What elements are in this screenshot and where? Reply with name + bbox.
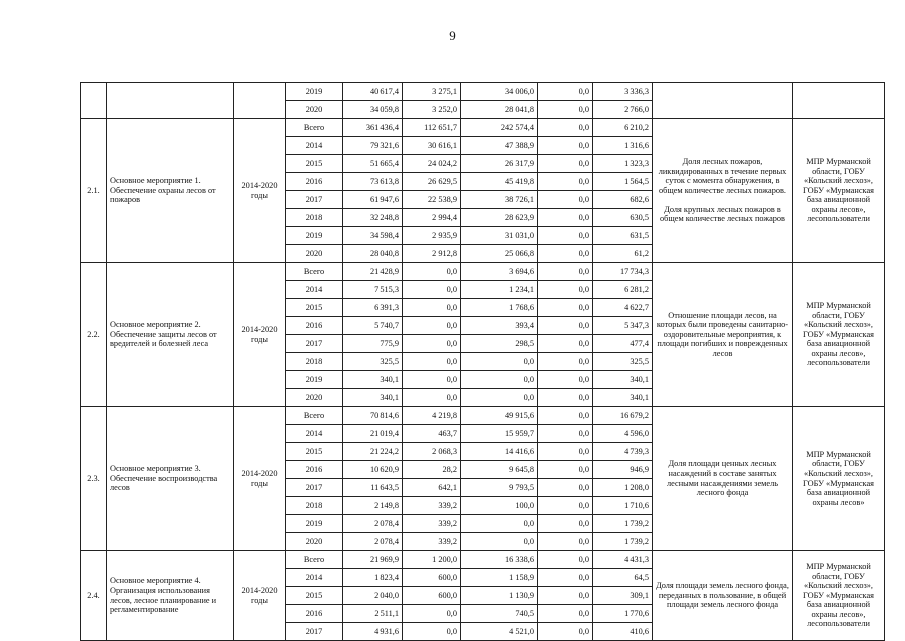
local-budget-cell: 0,0 xyxy=(538,119,593,137)
local-budget-cell: 0,0 xyxy=(538,533,593,551)
code-cell-empty xyxy=(81,83,107,119)
local-budget-cell: 0,0 xyxy=(538,191,593,209)
executor-cell-empty xyxy=(793,83,885,119)
local-budget-cell: 0,0 xyxy=(538,317,593,335)
local-budget-cell: 0,0 xyxy=(538,245,593,263)
federal-budget-cell: 30 616,1 xyxy=(403,137,461,155)
total-cell: 325,5 xyxy=(343,353,403,371)
regional-budget-cell: 298,5 xyxy=(461,335,538,353)
total-cell: 2 511,1 xyxy=(343,605,403,623)
total-cell: 40 617,4 xyxy=(343,83,403,101)
federal-budget-cell: 3 275,1 xyxy=(403,83,461,101)
section-code: 2.4. xyxy=(81,551,107,641)
program-table xyxy=(80,82,885,641)
total-cell: 11 643,5 xyxy=(343,479,403,497)
extrabudgetary-cell: 946,9 xyxy=(593,461,653,479)
year-cell: 2019 xyxy=(286,83,343,101)
regional-budget-cell: 0,0 xyxy=(461,353,538,371)
section-period: 2014-2020 годы xyxy=(234,119,286,263)
local-budget-cell: 0,0 xyxy=(538,443,593,461)
regional-budget-cell: 25 066,8 xyxy=(461,245,538,263)
extrabudgetary-cell: 61,2 xyxy=(593,245,653,263)
section-name: Основное мероприятие 1. Обеспечение охраны лесов от пожаров xyxy=(107,119,234,263)
local-budget-cell: 0,0 xyxy=(538,353,593,371)
federal-budget-cell: 24 024,2 xyxy=(403,155,461,173)
local-budget-cell: 0,0 xyxy=(538,101,593,119)
section-indicators xyxy=(653,263,793,407)
federal-budget-cell: 4 219,8 xyxy=(403,407,461,425)
year-cell: Всего xyxy=(286,407,343,425)
local-budget-cell: 0,0 xyxy=(538,263,593,281)
federal-budget-cell: 3 252,0 xyxy=(403,101,461,119)
extrabudgetary-cell: 477,4 xyxy=(593,335,653,353)
regional-budget-cell: 38 726,1 xyxy=(461,191,538,209)
local-budget-cell: 0,0 xyxy=(538,83,593,101)
indicator-text: Отношение площади лесов, на которых были проведены санитарно-оздоровительные мероприятия, к площади погибших и поврежденных лесов xyxy=(656,310,789,358)
year-cell: 2014 xyxy=(286,137,343,155)
regional-budget-cell: 16 338,6 xyxy=(461,551,538,569)
total-cell: 10 620,9 xyxy=(343,461,403,479)
federal-budget-cell: 339,2 xyxy=(403,515,461,533)
local-budget-cell: 0,0 xyxy=(538,497,593,515)
local-budget-cell: 0,0 xyxy=(538,281,593,299)
federal-budget-cell: 0,0 xyxy=(403,263,461,281)
table-row xyxy=(81,83,885,101)
year-cell: 2020 xyxy=(286,101,343,119)
local-budget-cell: 0,0 xyxy=(538,299,593,317)
extrabudgetary-cell: 16 679,2 xyxy=(593,407,653,425)
regional-budget-cell: 4 521,0 xyxy=(461,623,538,641)
regional-budget-cell: 28 041,8 xyxy=(461,101,538,119)
federal-budget-cell: 0,0 xyxy=(403,299,461,317)
section-period: 2014-2020 годы xyxy=(234,551,286,641)
year-cell: 2019 xyxy=(286,371,343,389)
regional-budget-cell: 1 130,9 xyxy=(461,587,538,605)
regional-budget-cell: 45 419,8 xyxy=(461,173,538,191)
total-cell: 34 598,4 xyxy=(343,227,403,245)
year-cell: 2019 xyxy=(286,227,343,245)
local-budget-cell: 0,0 xyxy=(538,569,593,587)
extrabudgetary-cell: 340,1 xyxy=(593,389,653,407)
year-cell: 2017 xyxy=(286,191,343,209)
federal-budget-cell: 2 912,8 xyxy=(403,245,461,263)
regional-budget-cell: 9 793,5 xyxy=(461,479,538,497)
total-cell: 70 814,6 xyxy=(343,407,403,425)
federal-budget-cell: 1 200,0 xyxy=(403,551,461,569)
extrabudgetary-cell: 1 564,5 xyxy=(593,173,653,191)
year-cell: 2015 xyxy=(286,587,343,605)
year-cell: Всего xyxy=(286,551,343,569)
federal-budget-cell: 600,0 xyxy=(403,569,461,587)
extrabudgetary-cell: 630,5 xyxy=(593,209,653,227)
year-cell: 2020 xyxy=(286,389,343,407)
section-indicators xyxy=(653,119,793,263)
extrabudgetary-cell: 410,6 xyxy=(593,623,653,641)
regional-budget-cell: 34 006,0 xyxy=(461,83,538,101)
indicator-gap xyxy=(656,196,789,205)
total-cell: 61 947,6 xyxy=(343,191,403,209)
regional-budget-cell: 740,5 xyxy=(461,605,538,623)
total-cell: 2 078,4 xyxy=(343,515,403,533)
local-budget-cell: 0,0 xyxy=(538,335,593,353)
total-cell: 21 969,9 xyxy=(343,551,403,569)
year-cell: 2020 xyxy=(286,245,343,263)
regional-budget-cell: 1 234,1 xyxy=(461,281,538,299)
extrabudgetary-cell: 5 347,3 xyxy=(593,317,653,335)
year-cell: 2015 xyxy=(286,299,343,317)
federal-budget-cell: 0,0 xyxy=(403,605,461,623)
name-cell-empty xyxy=(107,83,234,119)
regional-budget-cell: 14 416,6 xyxy=(461,443,538,461)
section-executors: МПР Мурманской области, ГОБУ «Кольский лесхоз», ГОБУ «Мурманская база авиационной охраны лесов», лесопользователи xyxy=(793,119,885,263)
total-cell: 4 931,6 xyxy=(343,623,403,641)
federal-budget-cell: 2 935,9 xyxy=(403,227,461,245)
regional-budget-cell: 242 574,4 xyxy=(461,119,538,137)
section-name: Основное мероприятие 3. Обеспечение воспроизводства лесов xyxy=(107,407,234,551)
extrabudgetary-cell: 3 336,3 xyxy=(593,83,653,101)
local-budget-cell: 0,0 xyxy=(538,407,593,425)
federal-budget-cell: 463,7 xyxy=(403,425,461,443)
year-cell: 2020 xyxy=(286,533,343,551)
regional-budget-cell: 0,0 xyxy=(461,389,538,407)
regional-budget-cell: 0,0 xyxy=(461,515,538,533)
section-executors: МПР Мурманской области, ГОБУ «Кольский лесхоз», ГОБУ «Мурманская база авиационной охраны лесов», лесопользователи xyxy=(793,263,885,407)
total-cell: 775,9 xyxy=(343,335,403,353)
extrabudgetary-cell: 1 208,0 xyxy=(593,479,653,497)
regional-budget-cell: 47 388,9 xyxy=(461,137,538,155)
section-period: 2014-2020 годы xyxy=(234,407,286,551)
total-cell: 51 665,4 xyxy=(343,155,403,173)
extrabudgetary-cell: 1 316,6 xyxy=(593,137,653,155)
table-row xyxy=(81,551,885,569)
local-budget-cell: 0,0 xyxy=(538,587,593,605)
indicator-text: Доля лесных пожаров, ликвидированных в течение первых суток с момента обнаружения, в общем количестве лесных пожаров. xyxy=(658,157,787,195)
extrabudgetary-cell: 1 770,6 xyxy=(593,605,653,623)
federal-budget-cell: 0,0 xyxy=(403,317,461,335)
total-cell: 32 248,8 xyxy=(343,209,403,227)
page-number: 9 xyxy=(449,28,456,43)
extrabudgetary-cell: 4 596,0 xyxy=(593,425,653,443)
total-cell: 5 740,7 xyxy=(343,317,403,335)
total-cell: 28 040,8 xyxy=(343,245,403,263)
extrabudgetary-cell: 340,1 xyxy=(593,371,653,389)
extrabudgetary-cell: 1 739,2 xyxy=(593,533,653,551)
extrabudgetary-cell: 309,1 xyxy=(593,587,653,605)
section-code: 2.3. xyxy=(81,407,107,551)
local-budget-cell: 0,0 xyxy=(538,227,593,245)
year-cell: 2016 xyxy=(286,173,343,191)
period-cell-empty xyxy=(234,83,286,119)
federal-budget-cell: 112 651,7 xyxy=(403,119,461,137)
extrabudgetary-cell: 64,5 xyxy=(593,569,653,587)
indicator-text: Доля крупных лесных пожаров в общем количестве лесных пожаров xyxy=(660,204,785,224)
extrabudgetary-cell: 6 281,2 xyxy=(593,281,653,299)
year-cell: 2016 xyxy=(286,461,343,479)
table-row xyxy=(81,263,885,281)
regional-budget-cell: 28 623,9 xyxy=(461,209,538,227)
section-executors: МПР Мурманской области, ГОБУ «Кольский лесхоз», ГОБУ «Мурманская база авиационной охраны лесов», лесопользователи xyxy=(793,551,885,641)
regional-budget-cell: 393,4 xyxy=(461,317,538,335)
table-row xyxy=(81,119,885,137)
regional-budget-cell: 1 158,9 xyxy=(461,569,538,587)
year-cell: 2015 xyxy=(286,155,343,173)
extrabudgetary-cell: 1 710,6 xyxy=(593,497,653,515)
total-cell: 21 224,2 xyxy=(343,443,403,461)
year-cell: Всего xyxy=(286,263,343,281)
local-budget-cell: 0,0 xyxy=(538,371,593,389)
total-cell: 340,1 xyxy=(343,389,403,407)
section-indicators xyxy=(653,407,793,551)
extrabudgetary-cell: 2 766,0 xyxy=(593,101,653,119)
extrabudgetary-cell: 631,5 xyxy=(593,227,653,245)
section-code: 2.2. xyxy=(81,263,107,407)
year-cell: Всего xyxy=(286,119,343,137)
regional-budget-cell: 3 694,6 xyxy=(461,263,538,281)
local-budget-cell: 0,0 xyxy=(538,515,593,533)
federal-budget-cell: 22 538,9 xyxy=(403,191,461,209)
total-cell: 1 823,4 xyxy=(343,569,403,587)
regional-budget-cell: 26 317,9 xyxy=(461,155,538,173)
local-budget-cell: 0,0 xyxy=(538,137,593,155)
year-cell: 2016 xyxy=(286,605,343,623)
regional-budget-cell: 100,0 xyxy=(461,497,538,515)
federal-budget-cell: 2 068,3 xyxy=(403,443,461,461)
federal-budget-cell: 600,0 xyxy=(403,587,461,605)
extrabudgetary-cell: 682,6 xyxy=(593,191,653,209)
local-budget-cell: 0,0 xyxy=(538,173,593,191)
extrabudgetary-cell: 4 739,3 xyxy=(593,443,653,461)
extrabudgetary-cell: 325,5 xyxy=(593,353,653,371)
total-cell: 6 391,3 xyxy=(343,299,403,317)
total-cell: 2 149,8 xyxy=(343,497,403,515)
local-budget-cell: 0,0 xyxy=(538,479,593,497)
year-cell: 2014 xyxy=(286,281,343,299)
federal-budget-cell: 2 994,4 xyxy=(403,209,461,227)
total-cell: 2 078,4 xyxy=(343,533,403,551)
section-period: 2014-2020 годы xyxy=(234,263,286,407)
table-row xyxy=(81,407,885,425)
section-code: 2.1. xyxy=(81,119,107,263)
federal-budget-cell: 0,0 xyxy=(403,623,461,641)
local-budget-cell: 0,0 xyxy=(538,425,593,443)
year-cell: 2018 xyxy=(286,209,343,227)
year-cell: 2014 xyxy=(286,425,343,443)
local-budget-cell: 0,0 xyxy=(538,605,593,623)
local-budget-cell: 0,0 xyxy=(538,389,593,407)
federal-budget-cell: 28,2 xyxy=(403,461,461,479)
year-cell: 2015 xyxy=(286,443,343,461)
federal-budget-cell: 0,0 xyxy=(403,335,461,353)
year-cell: 2016 xyxy=(286,317,343,335)
federal-budget-cell: 0,0 xyxy=(403,281,461,299)
federal-budget-cell: 339,2 xyxy=(403,497,461,515)
year-cell: 2017 xyxy=(286,479,343,497)
total-cell: 21 019,4 xyxy=(343,425,403,443)
local-budget-cell: 0,0 xyxy=(538,623,593,641)
regional-budget-cell: 31 031,0 xyxy=(461,227,538,245)
total-cell: 2 040,0 xyxy=(343,587,403,605)
total-cell: 79 321,6 xyxy=(343,137,403,155)
local-budget-cell: 0,0 xyxy=(538,155,593,173)
local-budget-cell: 0,0 xyxy=(538,209,593,227)
extrabudgetary-cell: 4 622,7 xyxy=(593,299,653,317)
federal-budget-cell: 339,2 xyxy=(403,533,461,551)
regional-budget-cell: 1 768,6 xyxy=(461,299,538,317)
federal-budget-cell: 0,0 xyxy=(403,389,461,407)
year-cell: 2017 xyxy=(286,335,343,353)
federal-budget-cell: 642,1 xyxy=(403,479,461,497)
regional-budget-cell: 0,0 xyxy=(461,371,538,389)
regional-budget-cell: 49 915,6 xyxy=(461,407,538,425)
extrabudgetary-cell: 1 739,2 xyxy=(593,515,653,533)
year-cell: 2018 xyxy=(286,497,343,515)
total-cell: 7 515,3 xyxy=(343,281,403,299)
total-cell: 340,1 xyxy=(343,371,403,389)
indicator-text: Доля площади ценных лесных насаждений в составе занятых лесными насаждениями земель лесного фонда xyxy=(667,459,778,498)
regional-budget-cell: 9 645,8 xyxy=(461,461,538,479)
federal-budget-cell: 26 629,5 xyxy=(403,173,461,191)
section-name: Основное мероприятие 4. Организация использования лесов, лесное планирование и регламентирование xyxy=(107,551,234,641)
local-budget-cell: 0,0 xyxy=(538,551,593,569)
indicator-text: Доля площади земель лесного фонда, переданных в пользование, в общей площади земель лесного фонда xyxy=(656,581,789,610)
year-cell: 2019 xyxy=(286,515,343,533)
federal-budget-cell: 0,0 xyxy=(403,371,461,389)
indicator-cell-empty xyxy=(653,83,793,119)
section-name: Основное мероприятие 2. Обеспечение защиты лесов от вредителей и болезней леса xyxy=(107,263,234,407)
total-cell: 73 613,8 xyxy=(343,173,403,191)
regional-budget-cell: 0,0 xyxy=(461,533,538,551)
regional-budget-cell: 15 959,7 xyxy=(461,425,538,443)
total-cell: 361 436,4 xyxy=(343,119,403,137)
section-executors: МПР Мурманской области, ГОБУ «Кольский лесхоз», ГОБУ «Мурманская база авиационной охраны лесов» xyxy=(793,407,885,551)
local-budget-cell: 0,0 xyxy=(538,461,593,479)
extrabudgetary-cell: 17 734,3 xyxy=(593,263,653,281)
year-cell: 2014 xyxy=(286,569,343,587)
extrabudgetary-cell: 1 323,3 xyxy=(593,155,653,173)
year-cell: 2018 xyxy=(286,353,343,371)
year-cell: 2017 xyxy=(286,623,343,641)
section-indicators xyxy=(653,551,793,641)
total-cell: 21 428,9 xyxy=(343,263,403,281)
total-cell: 34 059,8 xyxy=(343,101,403,119)
program-table-body xyxy=(81,83,885,641)
federal-budget-cell: 0,0 xyxy=(403,353,461,371)
extrabudgetary-cell: 4 431,3 xyxy=(593,551,653,569)
extrabudgetary-cell: 6 210,2 xyxy=(593,119,653,137)
